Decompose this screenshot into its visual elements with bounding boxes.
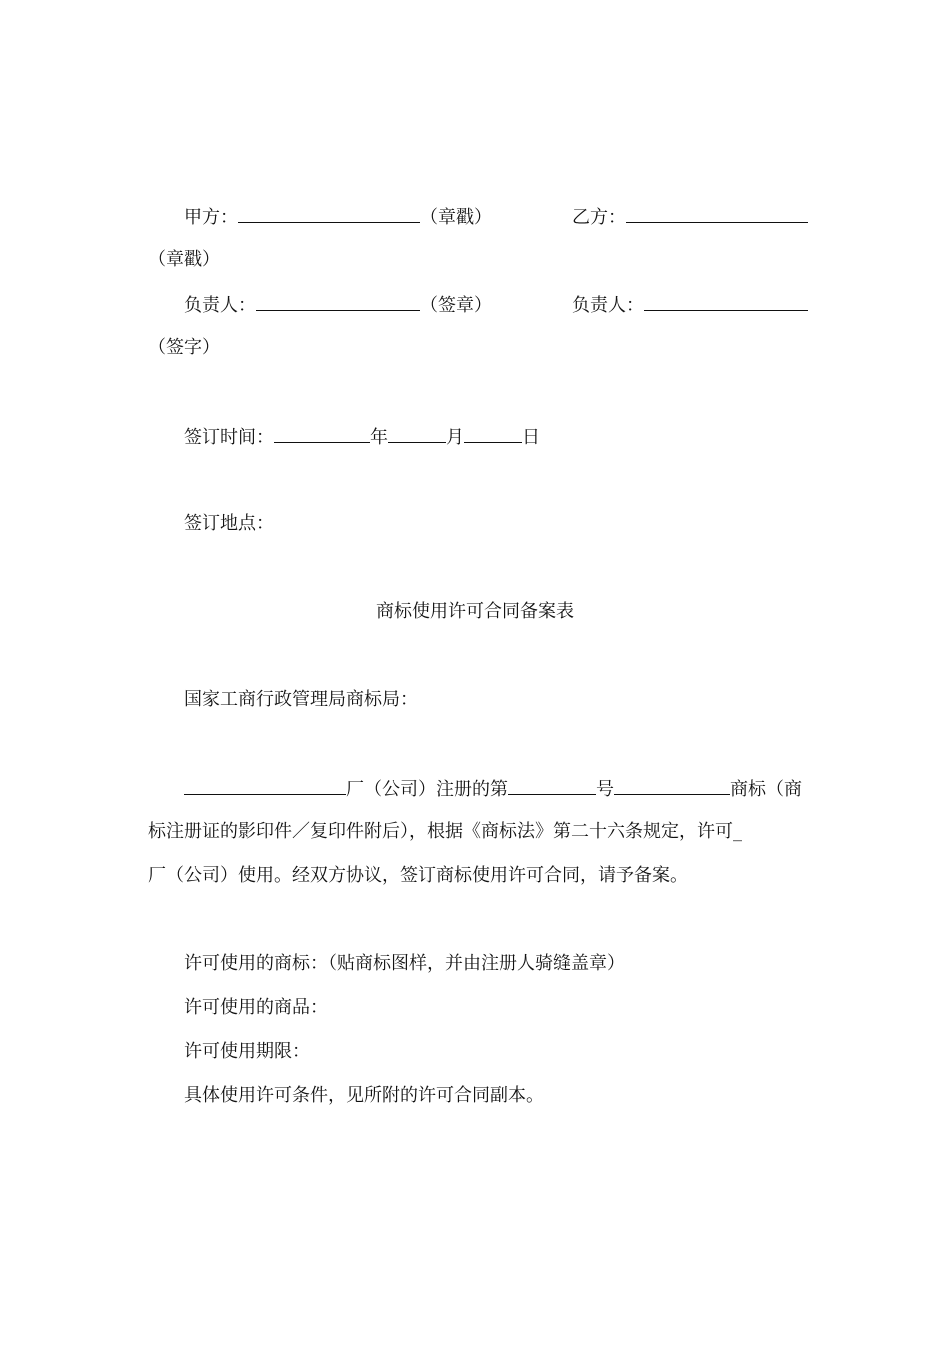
head-a-blank[interactable] xyxy=(256,292,420,311)
head-b-label: 负责人： xyxy=(572,295,644,316)
party-a-line xyxy=(184,204,492,230)
paragraph-line-1 xyxy=(184,776,802,802)
license-conditions: 具体使用许可条件，见所附的许可合同副本。 xyxy=(184,1085,544,1106)
licensed-mark: 许可使用的商标：（贴商标图样，并由注册人骑缝盖章） xyxy=(184,953,625,974)
paragraph-line-2: 标注册证的影印件／复印件附后），根据《商标法》第二十六条规定，许可_ xyxy=(148,821,742,842)
head-b-line xyxy=(572,292,808,318)
licensed-term: 许可使用期限： xyxy=(184,1041,310,1062)
addressee: 国家工商行政管理局商标局： xyxy=(184,689,418,710)
party-b-blank[interactable] xyxy=(626,204,808,223)
head-a-label: 负责人： xyxy=(184,295,256,316)
party-b-label: 乙方： xyxy=(572,207,626,228)
head-b-blank[interactable] xyxy=(644,292,808,311)
signing-date-line xyxy=(184,424,540,450)
party-a-seal: （章戳） xyxy=(420,207,492,228)
licensor-factory-blank[interactable] xyxy=(184,776,346,795)
paragraph-line-3: 厂（公司）使用。经双方协议，签订商标使用许可合同，请予备案。 xyxy=(148,865,688,886)
day-label: 日 xyxy=(522,427,540,448)
year-blank[interactable] xyxy=(274,424,370,443)
p1-number-text: 号 xyxy=(596,779,614,800)
party-b-seal: （章戳） xyxy=(148,249,220,270)
trademark-name-blank[interactable] xyxy=(614,776,730,795)
licensed-goods: 许可使用的商品： xyxy=(184,997,328,1018)
party-a-blank[interactable] xyxy=(238,204,420,223)
registration-number-blank[interactable] xyxy=(508,776,596,795)
month-label: 月 xyxy=(446,427,464,448)
month-blank[interactable] xyxy=(388,424,446,443)
date-label: 签订时间： xyxy=(184,427,274,448)
party-b-line xyxy=(572,204,808,230)
day-blank[interactable] xyxy=(464,424,522,443)
year-label: 年 xyxy=(370,427,388,448)
head-a-sign: （签章） xyxy=(420,295,492,316)
form-title: 商标使用许可合同备案表 xyxy=(376,601,574,622)
p1-trademark-text: 商标（商 xyxy=(730,779,802,800)
signing-place-label: 签订地点： xyxy=(184,513,274,534)
head-a-line xyxy=(184,292,492,318)
party-a-label: 甲方： xyxy=(184,207,238,228)
p1-factory-text: 厂（公司）注册的第 xyxy=(346,779,508,800)
head-b-sign: （签字） xyxy=(148,337,220,358)
